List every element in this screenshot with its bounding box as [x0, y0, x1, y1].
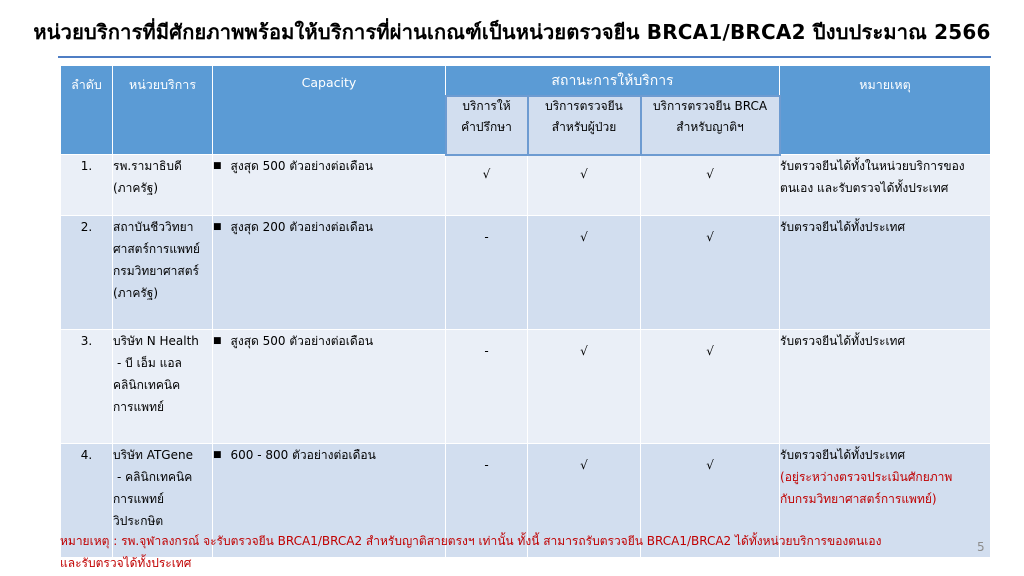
unit-name-line: กรมวิทยาศาสตร์ — [113, 264, 199, 278]
remark-cell — [780, 216, 991, 330]
header-order: ลำดับ — [61, 66, 113, 155]
capacity-cell — [213, 216, 446, 330]
row-number: 3. — [61, 330, 113, 444]
unit-name-line: บริษัท ATGene — [113, 448, 193, 462]
unit-name — [113, 216, 213, 330]
remark-line: รับตรวจยีนได้ทั้งประเทศ — [780, 448, 906, 462]
relative-testing-mark: √ — [641, 444, 780, 558]
header-remark: หมายเหตุ — [780, 66, 991, 155]
counseling-mark: - — [446, 444, 528, 558]
relative-testing-mark: √ — [641, 216, 780, 330]
footnote-line: และรับตรวจได้ทั้งประเทศ — [60, 556, 192, 570]
unit-name-line: - บี เอ็ม แอล — [117, 356, 182, 370]
capacity-text: สูงสุด 500 ตัวอย่างต่อเดือน — [230, 159, 374, 173]
bullet-square-icon: ■ — [213, 336, 222, 346]
slide-title: หน่วยบริการที่มีศักยภาพพร้อมให้บริการที่ผ่านเกณฑ์เป็นหน่วยตรวจยีน BRCA1/BRCA2 ปีงบประมาณ 2566 — [33, 20, 991, 44]
page-number: 5 — [977, 540, 985, 554]
subheader-relative-line2: สำหรับญาติฯ — [676, 120, 744, 134]
subheader-patient-line2: สำหรับผู้ป่วย — [551, 120, 617, 134]
unit-name — [113, 330, 213, 444]
remark-line: ตนเอง และรับตรวจได้ทั้งประเทศ — [780, 181, 949, 195]
subheader-counseling-line2: คำปรึกษา — [461, 120, 512, 134]
patient-testing-mark: √ — [528, 330, 641, 444]
remark-cell — [780, 330, 991, 444]
bullet-square-icon: ■ — [213, 450, 222, 460]
service-units-table — [60, 65, 991, 558]
unit-name-line: (ภาครัฐ) — [113, 181, 159, 195]
table-row — [61, 330, 991, 444]
patient-testing-mark: √ — [528, 216, 641, 330]
footnote — [60, 530, 940, 574]
unit-name-line: สถาบันชีววิทยา — [113, 220, 194, 234]
remark-cell — [780, 155, 991, 216]
unit-name-line: ศาสตร์การแพทย์ — [113, 242, 200, 256]
row-number: 4. — [61, 444, 113, 558]
subheader-relative-testing — [641, 96, 780, 155]
counseling-mark: - — [446, 216, 528, 330]
remark-warning-line: กับกรมวิทยาศาสตร์การแพทย์) — [780, 492, 937, 506]
remark-line: รับตรวจยีนได้ทั้งในหน่วยบริการของ — [780, 159, 965, 173]
subheader-counseling-line1: บริการให้ — [462, 99, 511, 113]
unit-name-line: การแพทย์ — [113, 492, 165, 506]
subheader-counseling — [446, 96, 528, 155]
counseling-mark: - — [446, 330, 528, 444]
unit-name-line: - คลินิกเทคนิค — [117, 470, 193, 484]
row-number: 2. — [61, 216, 113, 330]
relative-testing-mark: √ — [641, 155, 780, 216]
capacity-cell — [213, 155, 446, 216]
patient-testing-mark: √ — [528, 155, 641, 216]
capacity-text: สูงสุด 200 ตัวอย่างต่อเดือน — [230, 220, 374, 234]
unit-name-line: รพ.รามาธิบดี — [113, 159, 182, 173]
table-row — [61, 216, 991, 330]
capacity-text: 600 - 800 ตัวอย่างต่อเดือน — [230, 448, 376, 462]
footnote-line: หมายเหตุ : รพ.จุฬาลงกรณ์ จะรับตรวจยีน BRCA1/BRCA2 สำหรับญาติสายตรงฯ เท่านั้น ทั้งนี้ สามารถรับตรวจยีน BRCA1/BRCA2 ได้ทั้งหน่วยบริการของตนเอง — [60, 534, 882, 548]
unit-name-line: วิประกษิต — [113, 514, 164, 528]
subheader-patient-testing — [528, 96, 641, 155]
header-capacity: Capacity — [213, 66, 446, 155]
remark-line: รับตรวจยีนได้ทั้งประเทศ — [780, 334, 906, 348]
unit-name-line: (ภาครัฐ) — [113, 286, 159, 300]
patient-testing-mark: √ — [528, 444, 641, 558]
bullet-square-icon: ■ — [213, 161, 222, 171]
capacity-text: สูงสุด 500 ตัวอย่างต่อเดือน — [230, 334, 374, 348]
remark-warning-line: (อยู่ระหว่างตรวจประเมินศักยภาพ — [780, 470, 953, 484]
subheader-patient-line1: บริการตรวจยีน — [545, 99, 623, 113]
title-underline — [58, 56, 991, 58]
unit-name — [113, 155, 213, 216]
subheader-relative-line1: บริการตรวจยีน BRCA — [652, 99, 768, 113]
counseling-mark: √ — [446, 155, 528, 216]
capacity-cell — [213, 330, 446, 444]
unit-name-line: คลินิกเทคนิค — [113, 378, 181, 392]
unit-name-line: บริษัท N Health — [113, 334, 199, 348]
relative-testing-mark: √ — [641, 330, 780, 444]
row-number: 1. — [61, 155, 113, 216]
header-service-status: สถานะการให้บริการ — [446, 66, 780, 96]
header-unit: หน่วยบริการ — [113, 66, 213, 155]
bullet-square-icon: ■ — [213, 222, 222, 232]
remark-line: รับตรวจยีนได้ทั้งประเทศ — [780, 220, 906, 234]
unit-name-line: การแพทย์ — [113, 400, 165, 414]
table-row — [61, 155, 991, 216]
